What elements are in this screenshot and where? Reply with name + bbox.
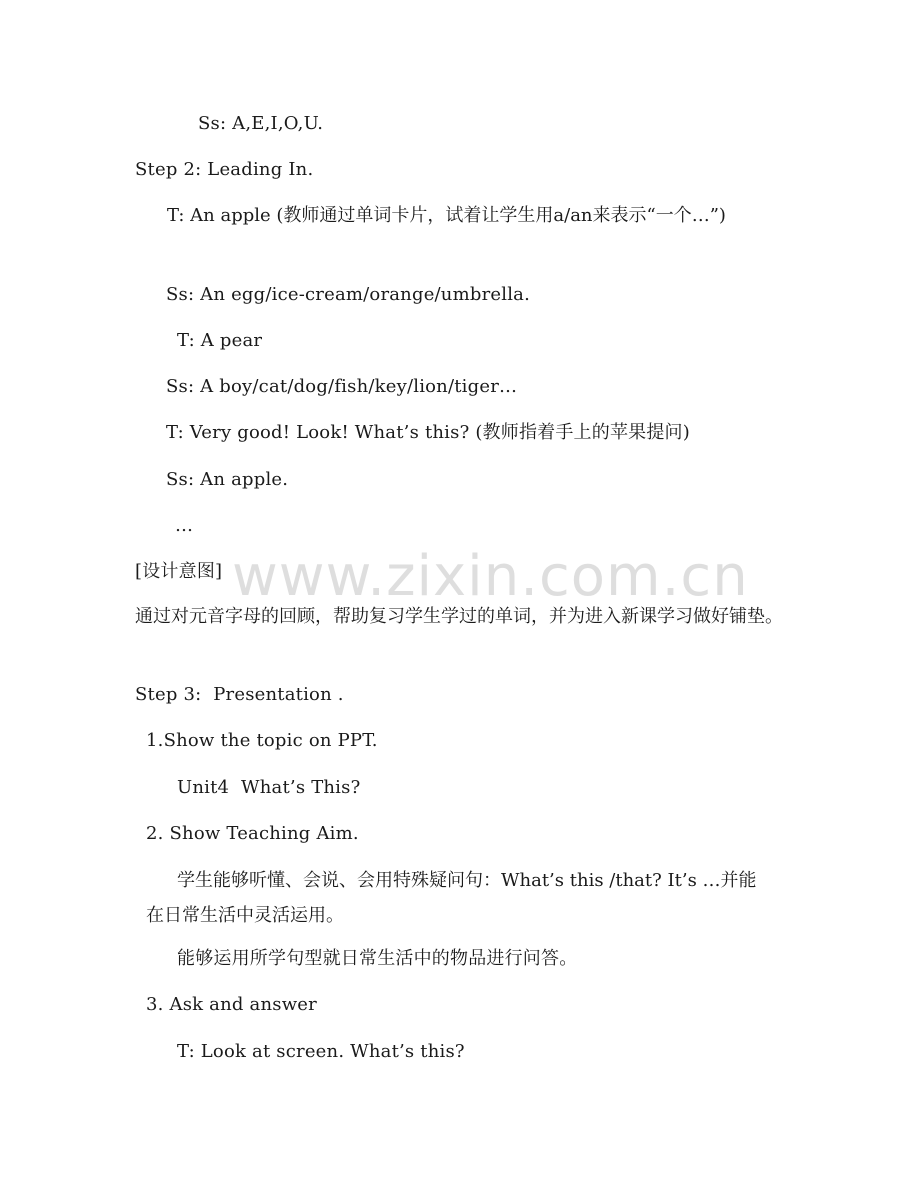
aim2-text: 能够运用所学句型就日常生活中的物品进行问答。 <box>177 948 578 969</box>
t-pear-line: T: A pear <box>177 330 263 351</box>
ss-a-line: Ss: A boy/cat/dog/fish/key/lion/tiger… <box>166 376 518 397</box>
ss-vowels-line: Ss: A,E,I,O,U. <box>198 113 324 134</box>
t-apple-line: T: An apple (教师通过单词卡片，试着让学生用a/an来表示“一个…”) <box>167 205 726 226</box>
ellipsis-line: … <box>175 515 194 536</box>
aim1-text: 学生能够听懂、会说、会用特殊疑问句：What’s this /that? It’s …并能在日常生活中灵活运用。 <box>146 870 757 926</box>
unit4-title: Unit4 What’s This? <box>177 777 361 798</box>
ss-anapple-line: Ss: An apple. <box>166 469 289 490</box>
item3-line: 3. Ask and answer <box>146 994 317 1015</box>
watermark: www.zixin.com.cn <box>232 544 749 609</box>
item1-line: 1.Show the topic on PPT. <box>146 730 378 751</box>
design-intent-text: 通过对元音字母的回顾，帮助复习学生学过的单词，并为进入新课学习做好铺垫。 <box>135 606 783 627</box>
ss-an-line: Ss: An egg/ice-cream/orange/umbrella. <box>166 284 531 305</box>
t-verygood-line: T: Very good! Look! What’s this? (教师指着手上的苹果提问) <box>166 422 690 443</box>
step2-heading: Step 2: Leading In. <box>135 159 314 180</box>
t-look-line: T: Look at screen. What’s this? <box>177 1041 465 1062</box>
item2-line: 2. Show Teaching Aim. <box>146 823 359 844</box>
step3-heading: Step 3: Presentation . <box>135 684 344 705</box>
design-intent-heading: [设计意图] <box>135 561 223 582</box>
